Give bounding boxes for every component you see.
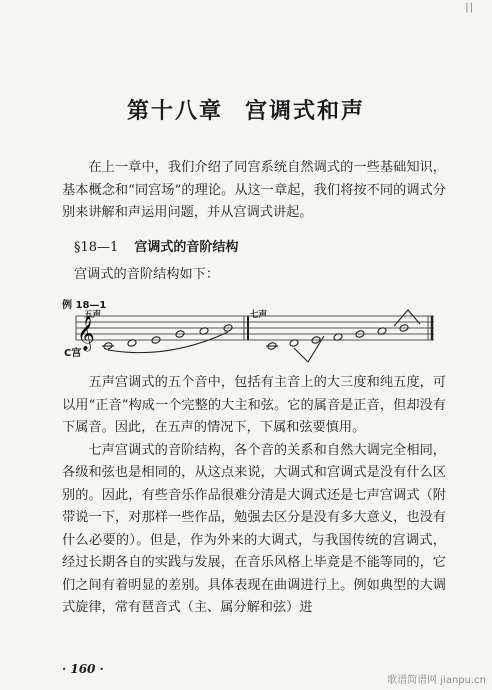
treble-clef-icon: 𝄞 [77,316,95,351]
chapter-number: 第十八章 [126,98,223,124]
heptatonic-label: 七声 [250,310,268,320]
page-number: · 160 · [62,662,104,676]
key-label: C宫 [64,348,82,359]
corner-mark: || [465,2,474,13]
intro-paragraph-block [62,157,446,225]
section-title: 宫调式的音阶结构 [134,240,239,255]
chapter-title [0,94,492,125]
staff-notation [68,296,440,366]
example-label: 例 18—1 [62,300,107,311]
main-text-block [62,372,446,620]
section-number: §18—1 [74,240,119,255]
chapter-name: 宫调式和声 [245,98,366,124]
music-example [62,296,440,366]
section-heading [74,236,238,255]
paragraph-heptatonic: 七声宫调式的音阶结构，各个音的关系和自然大调完全相同，各级和弦也是相同的，从这点来说，大调式和宫调式是没有什么区别的。因此，有些音乐作品很难分清是大调式还是七声宫调式（附带说一下，对那样一些作品，勉强去区分是没有多大意义，也没有什么必要的）。但是，作为外来的大调式，与我国传统的宫调式，经过长期各自的实践与发展，在音乐风格上毕竟是不能等同的，它们之间有着明显的差别。具体表现在曲调进行上。例如典型的大调式旋律，常有琶音式（主、属分解和弦）进 [62,442,446,615]
intro-paragraph: 在上一章中，我们介绍了同宫系统自然调式的一些基础知识，基本概念和“同宫场”的理论。从这一章起，我们将按不同的调式分别来讲解和声运用问题，并从宫调式讲起。 [62,160,446,220]
site-watermark: 歌谱简谱网 jianpu.cn [387,675,486,686]
scale-intro-line: 宫调式的音阶结构如下： [74,267,220,282]
paragraph-pentatonic: 五声宫调式的五个音中，包括有主音上的大三度和纯五度，可以用“正音”构成一个完整的大主和弦。它的属音是正音，但却没有下属音。因此，在五声的情况下，下属和弦要慎用。 [62,375,446,435]
pentatonic-label: 五声 [84,310,102,320]
